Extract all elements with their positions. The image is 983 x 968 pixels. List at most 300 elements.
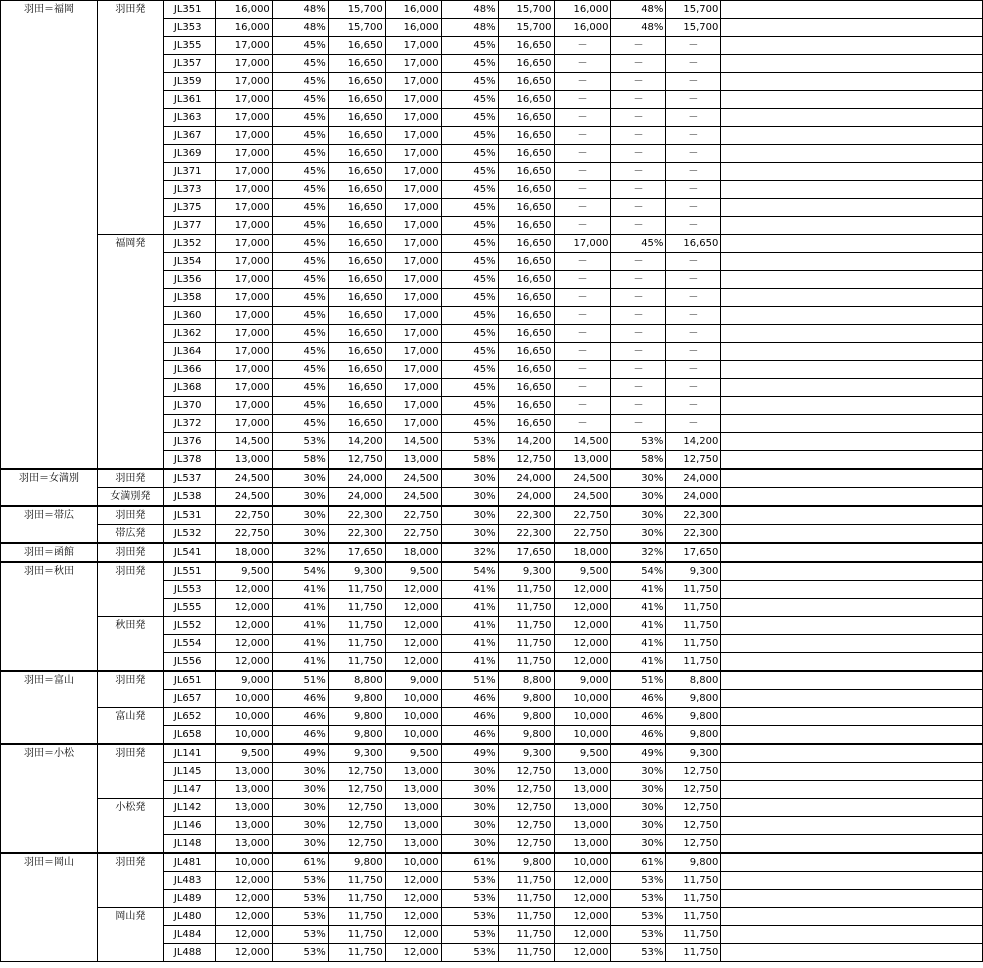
fare-cell: 16,650	[328, 109, 385, 127]
flight-number: JL366	[163, 361, 215, 379]
empty-cell	[721, 469, 983, 488]
fare-cell: 16,650	[328, 343, 385, 361]
discount-rate-cell: 58%	[441, 451, 498, 470]
fare-cell: 22,750	[385, 525, 441, 544]
flight-number: JL359	[163, 73, 215, 91]
empty-cell	[721, 744, 983, 763]
direction-label: 福岡発	[97, 235, 163, 470]
fare-cell-empty: －	[611, 127, 666, 145]
fare-cell: 14,500	[215, 433, 272, 451]
flight-number: JL373	[163, 181, 215, 199]
direction-label: 羽田発	[97, 469, 163, 488]
fare-cell: 12,750	[498, 451, 554, 470]
fare-cell: 12,000	[215, 872, 272, 890]
fare-cell: 9,800	[498, 690, 554, 708]
fare-cell: 12,000	[215, 944, 272, 962]
empty-cell	[721, 1, 983, 19]
fare-cell: 17,000	[385, 379, 441, 397]
discount-rate-cell: 48%	[272, 19, 328, 37]
fare-cell: 12,750	[666, 799, 721, 817]
fare-cell: 12,000	[215, 926, 272, 944]
fare-cell: 12,000	[385, 872, 441, 890]
fare-cell: 9,800	[328, 726, 385, 745]
discount-rate-cell: 30%	[441, 763, 498, 781]
empty-cell	[721, 599, 983, 617]
empty-cell	[721, 415, 983, 433]
fare-cell: 13,000	[554, 781, 611, 799]
fare-cell: 24,500	[385, 469, 441, 488]
discount-rate-cell: 30%	[441, 525, 498, 544]
fare-cell-empty: －	[666, 217, 721, 235]
fare-cell: 12,750	[328, 835, 385, 854]
flight-number: JL148	[163, 835, 215, 854]
fare-cell: 16,650	[328, 289, 385, 307]
fare-cell: 17,000	[215, 271, 272, 289]
flight-number: JL353	[163, 19, 215, 37]
fare-cell: 10,000	[385, 726, 441, 745]
fare-cell: 17,000	[215, 37, 272, 55]
flight-number: JL555	[163, 599, 215, 617]
fare-cell: 11,750	[328, 872, 385, 890]
fare-cell: 12,750	[498, 817, 554, 835]
discount-rate-cell: 53%	[441, 872, 498, 890]
fare-cell: 18,000	[385, 543, 441, 562]
fare-cell: 12,000	[215, 599, 272, 617]
discount-rate-cell: 32%	[611, 543, 666, 562]
empty-cell	[721, 690, 983, 708]
discount-rate-cell: 41%	[441, 635, 498, 653]
fare-cell: 9,800	[328, 690, 385, 708]
empty-cell	[721, 708, 983, 726]
route-name: 羽田＝小松	[1, 744, 98, 853]
fare-cell: 16,650	[328, 145, 385, 163]
fare-cell: 10,000	[215, 853, 272, 872]
fare-cell: 12,750	[328, 451, 385, 470]
fare-cell: 12,000	[554, 599, 611, 617]
discount-rate-cell: 30%	[611, 488, 666, 507]
discount-rate-cell: 45%	[441, 307, 498, 325]
discount-rate-cell: 49%	[611, 744, 666, 763]
fare-cell: 17,000	[385, 307, 441, 325]
fare-cell: 16,000	[554, 1, 611, 19]
fare-cell: 17,000	[215, 181, 272, 199]
discount-rate-cell: 45%	[441, 37, 498, 55]
fare-cell: 17,000	[385, 343, 441, 361]
empty-cell	[721, 37, 983, 55]
discount-rate-cell: 45%	[441, 55, 498, 73]
fare-cell: 17,650	[328, 543, 385, 562]
flight-number: JL355	[163, 37, 215, 55]
direction-label: 富山発	[97, 708, 163, 745]
fare-cell: 13,000	[554, 763, 611, 781]
discount-rate-cell: 45%	[441, 379, 498, 397]
fare-cell-empty: －	[611, 55, 666, 73]
empty-cell	[721, 217, 983, 235]
discount-rate-cell: 48%	[441, 19, 498, 37]
discount-rate-cell: 48%	[611, 19, 666, 37]
discount-rate-cell: 45%	[441, 361, 498, 379]
discount-rate-cell: 45%	[272, 271, 328, 289]
fare-cell: 17,000	[215, 343, 272, 361]
fare-cell-empty: －	[554, 397, 611, 415]
fare-cell: 12,000	[554, 617, 611, 635]
fare-cell: 9,800	[498, 853, 554, 872]
discount-rate-cell: 53%	[272, 944, 328, 962]
fare-cell: 8,800	[498, 671, 554, 690]
fare-cell-empty: －	[666, 361, 721, 379]
empty-cell	[721, 271, 983, 289]
fare-cell: 22,300	[666, 506, 721, 525]
fare-cell-empty: －	[611, 199, 666, 217]
discount-rate-cell: 58%	[611, 451, 666, 470]
discount-rate-cell: 48%	[272, 1, 328, 19]
fare-cell: 11,750	[666, 635, 721, 653]
fare-cell: 11,750	[498, 635, 554, 653]
fare-cell-empty: －	[611, 307, 666, 325]
fare-cell-empty: －	[611, 37, 666, 55]
fare-cell: 17,000	[385, 37, 441, 55]
fare-cell-empty: －	[554, 91, 611, 109]
fare-cell: 17,000	[215, 199, 272, 217]
flight-number: JL376	[163, 433, 215, 451]
route-name: 羽田＝富山	[1, 671, 98, 744]
fare-cell: 12,000	[554, 890, 611, 908]
fare-cell: 17,000	[215, 55, 272, 73]
fare-cell-empty: －	[611, 271, 666, 289]
fare-cell: 9,000	[554, 671, 611, 690]
discount-rate-cell: 41%	[272, 635, 328, 653]
flight-number: JL372	[163, 415, 215, 433]
fare-cell: 16,650	[328, 325, 385, 343]
discount-rate-cell: 53%	[611, 872, 666, 890]
flight-number: JL358	[163, 289, 215, 307]
fare-cell: 11,750	[328, 908, 385, 926]
table-row	[1, 908, 983, 926]
fare-cell: 10,000	[215, 708, 272, 726]
fare-cell: 16,650	[498, 235, 554, 253]
flight-number: JL658	[163, 726, 215, 745]
fare-cell-empty: －	[554, 73, 611, 91]
discount-rate-cell: 41%	[272, 581, 328, 599]
discount-rate-cell: 30%	[611, 525, 666, 544]
flight-number: JL369	[163, 145, 215, 163]
discount-rate-cell: 45%	[272, 307, 328, 325]
fare-cell: 14,200	[498, 433, 554, 451]
discount-rate-cell: 58%	[272, 451, 328, 470]
flight-number: JL357	[163, 55, 215, 73]
discount-rate-cell: 30%	[441, 835, 498, 854]
discount-rate-cell: 46%	[441, 726, 498, 745]
fare-cell-empty: －	[666, 109, 721, 127]
table-row	[1, 488, 983, 507]
fare-cell: 15,700	[328, 19, 385, 37]
fare-cell-empty: －	[611, 289, 666, 307]
discount-rate-cell: 53%	[272, 908, 328, 926]
discount-rate-cell: 41%	[272, 617, 328, 635]
discount-rate-cell: 45%	[272, 91, 328, 109]
table-row	[1, 744, 983, 763]
flight-number: JL368	[163, 379, 215, 397]
fare-cell: 17,000	[385, 325, 441, 343]
table-row	[1, 617, 983, 635]
table-row	[1, 543, 983, 562]
fare-cell: 8,800	[666, 671, 721, 690]
empty-cell	[721, 799, 983, 817]
fare-cell: 22,750	[554, 525, 611, 544]
fare-cell: 16,650	[498, 55, 554, 73]
fare-cell: 17,000	[215, 307, 272, 325]
fare-cell-empty: －	[666, 379, 721, 397]
route-name: 羽田＝岡山	[1, 853, 98, 962]
fare-cell: 12,750	[498, 799, 554, 817]
discount-rate-cell: 30%	[441, 817, 498, 835]
fare-cell: 13,000	[385, 835, 441, 854]
direction-label: 羽田発	[97, 853, 163, 908]
empty-cell	[721, 562, 983, 581]
fare-cell: 11,750	[498, 617, 554, 635]
fare-cell: 12,000	[554, 581, 611, 599]
empty-cell	[721, 853, 983, 872]
fare-cell: 16,650	[328, 361, 385, 379]
fare-cell: 13,000	[385, 781, 441, 799]
fare-cell: 16,000	[385, 1, 441, 19]
discount-rate-cell: 41%	[611, 581, 666, 599]
discount-rate-cell: 53%	[611, 908, 666, 926]
fare-cell-empty: －	[611, 361, 666, 379]
discount-rate-cell: 45%	[441, 235, 498, 253]
discount-rate-cell: 61%	[441, 853, 498, 872]
fare-cell: 11,750	[666, 890, 721, 908]
fare-cell: 13,000	[554, 817, 611, 835]
empty-cell	[721, 127, 983, 145]
discount-rate-cell: 45%	[272, 145, 328, 163]
discount-rate-cell: 51%	[611, 671, 666, 690]
empty-cell	[721, 872, 983, 890]
empty-cell	[721, 307, 983, 325]
fare-cell: 11,750	[666, 926, 721, 944]
fare-cell-empty: －	[666, 163, 721, 181]
discount-rate-cell: 53%	[272, 890, 328, 908]
fare-cell: 17,000	[215, 415, 272, 433]
empty-cell	[721, 433, 983, 451]
fare-cell: 24,000	[498, 488, 554, 507]
fare-cell: 17,000	[215, 91, 272, 109]
fare-cell: 12,000	[385, 581, 441, 599]
fare-cell: 16,650	[498, 343, 554, 361]
fare-cell: 11,750	[666, 599, 721, 617]
fare-cell: 10,000	[215, 726, 272, 745]
fare-cell: 17,000	[554, 235, 611, 253]
fare-cell: 17,000	[385, 415, 441, 433]
fare-cell: 11,750	[328, 581, 385, 599]
discount-rate-cell: 49%	[272, 744, 328, 763]
fare-cell: 12,000	[554, 872, 611, 890]
discount-rate-cell: 53%	[611, 890, 666, 908]
discount-rate-cell: 46%	[441, 690, 498, 708]
fare-cell: 22,750	[215, 525, 272, 544]
fare-cell: 17,000	[385, 361, 441, 379]
flight-number: JL145	[163, 763, 215, 781]
fare-cell: 13,000	[215, 781, 272, 799]
route-name: 羽田＝女満別	[1, 469, 98, 506]
discount-rate-cell: 45%	[272, 127, 328, 145]
discount-rate-cell: 41%	[611, 635, 666, 653]
fare-cell: 11,750	[666, 653, 721, 672]
empty-cell	[721, 109, 983, 127]
fare-cell: 9,300	[666, 744, 721, 763]
discount-rate-cell: 45%	[441, 343, 498, 361]
discount-rate-cell: 53%	[611, 433, 666, 451]
fare-cell: 10,000	[385, 708, 441, 726]
discount-rate-cell: 41%	[611, 599, 666, 617]
fare-cell-empty: －	[666, 37, 721, 55]
fare-cell: 17,000	[385, 289, 441, 307]
discount-rate-cell: 41%	[441, 653, 498, 672]
fare-cell: 11,750	[498, 926, 554, 944]
fare-cell: 9,500	[554, 562, 611, 581]
route-name: 羽田＝函館	[1, 543, 98, 562]
empty-cell	[721, 55, 983, 73]
fare-cell: 13,000	[385, 763, 441, 781]
discount-rate-cell: 45%	[272, 109, 328, 127]
fare-cell-empty: －	[554, 361, 611, 379]
fare-cell: 10,000	[385, 853, 441, 872]
discount-rate-cell: 45%	[272, 37, 328, 55]
fare-cell: 9,500	[385, 744, 441, 763]
fare-cell: 9,500	[215, 562, 272, 581]
fare-cell: 9,800	[666, 726, 721, 745]
discount-rate-cell: 30%	[441, 799, 498, 817]
fare-cell: 16,650	[498, 145, 554, 163]
discount-rate-cell: 30%	[441, 469, 498, 488]
fare-cell: 9,500	[215, 744, 272, 763]
fare-cell: 15,700	[666, 1, 721, 19]
fare-cell-empty: －	[611, 73, 666, 91]
fare-cell-empty: －	[611, 325, 666, 343]
fare-cell: 12,750	[328, 799, 385, 817]
discount-rate-cell: 45%	[272, 253, 328, 271]
fare-cell: 11,750	[328, 635, 385, 653]
empty-cell	[721, 908, 983, 926]
fare-cell: 22,300	[328, 506, 385, 525]
empty-cell	[721, 817, 983, 835]
discount-rate-cell: 41%	[441, 599, 498, 617]
direction-label: 羽田発	[97, 506, 163, 525]
fare-cell: 16,650	[498, 199, 554, 217]
fare-cell: 11,750	[666, 872, 721, 890]
fare-cell: 16,650	[328, 253, 385, 271]
fare-cell: 17,000	[215, 325, 272, 343]
flight-number: JL370	[163, 397, 215, 415]
fare-cell: 12,000	[215, 635, 272, 653]
fare-cell: 14,500	[554, 433, 611, 451]
flight-number: JL364	[163, 343, 215, 361]
fare-cell-empty: －	[611, 145, 666, 163]
fare-cell: 16,650	[498, 181, 554, 199]
fare-cell: 12,000	[215, 617, 272, 635]
flight-number: JL537	[163, 469, 215, 488]
flight-number: JL483	[163, 872, 215, 890]
fare-cell: 12,000	[554, 926, 611, 944]
fare-cell: 16,650	[328, 163, 385, 181]
fare-cell: 9,800	[666, 690, 721, 708]
fare-cell: 17,650	[666, 543, 721, 562]
fare-cell: 8,800	[328, 671, 385, 690]
fare-cell-empty: －	[554, 343, 611, 361]
discount-rate-cell: 46%	[611, 708, 666, 726]
fare-cell: 12,750	[498, 781, 554, 799]
fare-cell: 9,300	[498, 744, 554, 763]
flight-number: JL356	[163, 271, 215, 289]
discount-rate-cell: 46%	[272, 726, 328, 745]
fare-cell: 11,750	[498, 581, 554, 599]
fare-cell-empty: －	[554, 217, 611, 235]
fare-cell: 17,000	[215, 397, 272, 415]
discount-rate-cell: 45%	[272, 415, 328, 433]
fare-cell: 11,750	[328, 617, 385, 635]
empty-cell	[721, 543, 983, 562]
fare-cell-empty: －	[666, 289, 721, 307]
fare-cell: 12,000	[554, 635, 611, 653]
fare-cell: 24,500	[554, 469, 611, 488]
fare-cell: 22,750	[554, 506, 611, 525]
flight-number: JL351	[163, 1, 215, 19]
flight-number: JL651	[163, 671, 215, 690]
fare-cell: 14,500	[385, 433, 441, 451]
fare-cell-empty: －	[611, 379, 666, 397]
fare-cell: 17,000	[385, 109, 441, 127]
discount-rate-cell: 45%	[272, 73, 328, 91]
fare-cell: 17,000	[385, 271, 441, 289]
fare-cell: 11,750	[328, 944, 385, 962]
direction-label: 羽田発	[97, 1, 163, 235]
fare-cell: 9,300	[328, 562, 385, 581]
discount-rate-cell: 30%	[611, 506, 666, 525]
fare-cell: 12,000	[215, 890, 272, 908]
fare-cell: 16,650	[498, 109, 554, 127]
fare-cell: 17,000	[385, 397, 441, 415]
fare-cell-empty: －	[554, 199, 611, 217]
fare-cell: 17,000	[215, 109, 272, 127]
empty-cell	[721, 235, 983, 253]
fare-cell: 15,700	[666, 19, 721, 37]
discount-rate-cell: 45%	[611, 235, 666, 253]
fare-cell: 17,000	[385, 253, 441, 271]
fare-cell: 9,000	[385, 671, 441, 690]
fare-cell: 17,000	[385, 55, 441, 73]
empty-cell	[721, 91, 983, 109]
discount-rate-cell: 32%	[272, 543, 328, 562]
fare-cell: 13,000	[385, 799, 441, 817]
fare-cell: 10,000	[554, 726, 611, 745]
discount-rate-cell: 30%	[611, 469, 666, 488]
discount-rate-cell: 45%	[272, 217, 328, 235]
discount-rate-cell: 53%	[272, 433, 328, 451]
fare-cell: 16,650	[328, 127, 385, 145]
fare-cell: 16,650	[498, 397, 554, 415]
fare-cell: 12,750	[666, 781, 721, 799]
discount-rate-cell: 30%	[611, 799, 666, 817]
discount-rate-cell: 30%	[272, 799, 328, 817]
table-row	[1, 671, 983, 690]
fare-cell-empty: －	[611, 91, 666, 109]
fare-cell: 18,000	[215, 543, 272, 562]
fare-cell: 17,650	[498, 543, 554, 562]
table-row	[1, 525, 983, 544]
fare-cell: 17,000	[215, 163, 272, 181]
fare-cell: 16,650	[328, 397, 385, 415]
direction-label: 羽田発	[97, 744, 163, 799]
